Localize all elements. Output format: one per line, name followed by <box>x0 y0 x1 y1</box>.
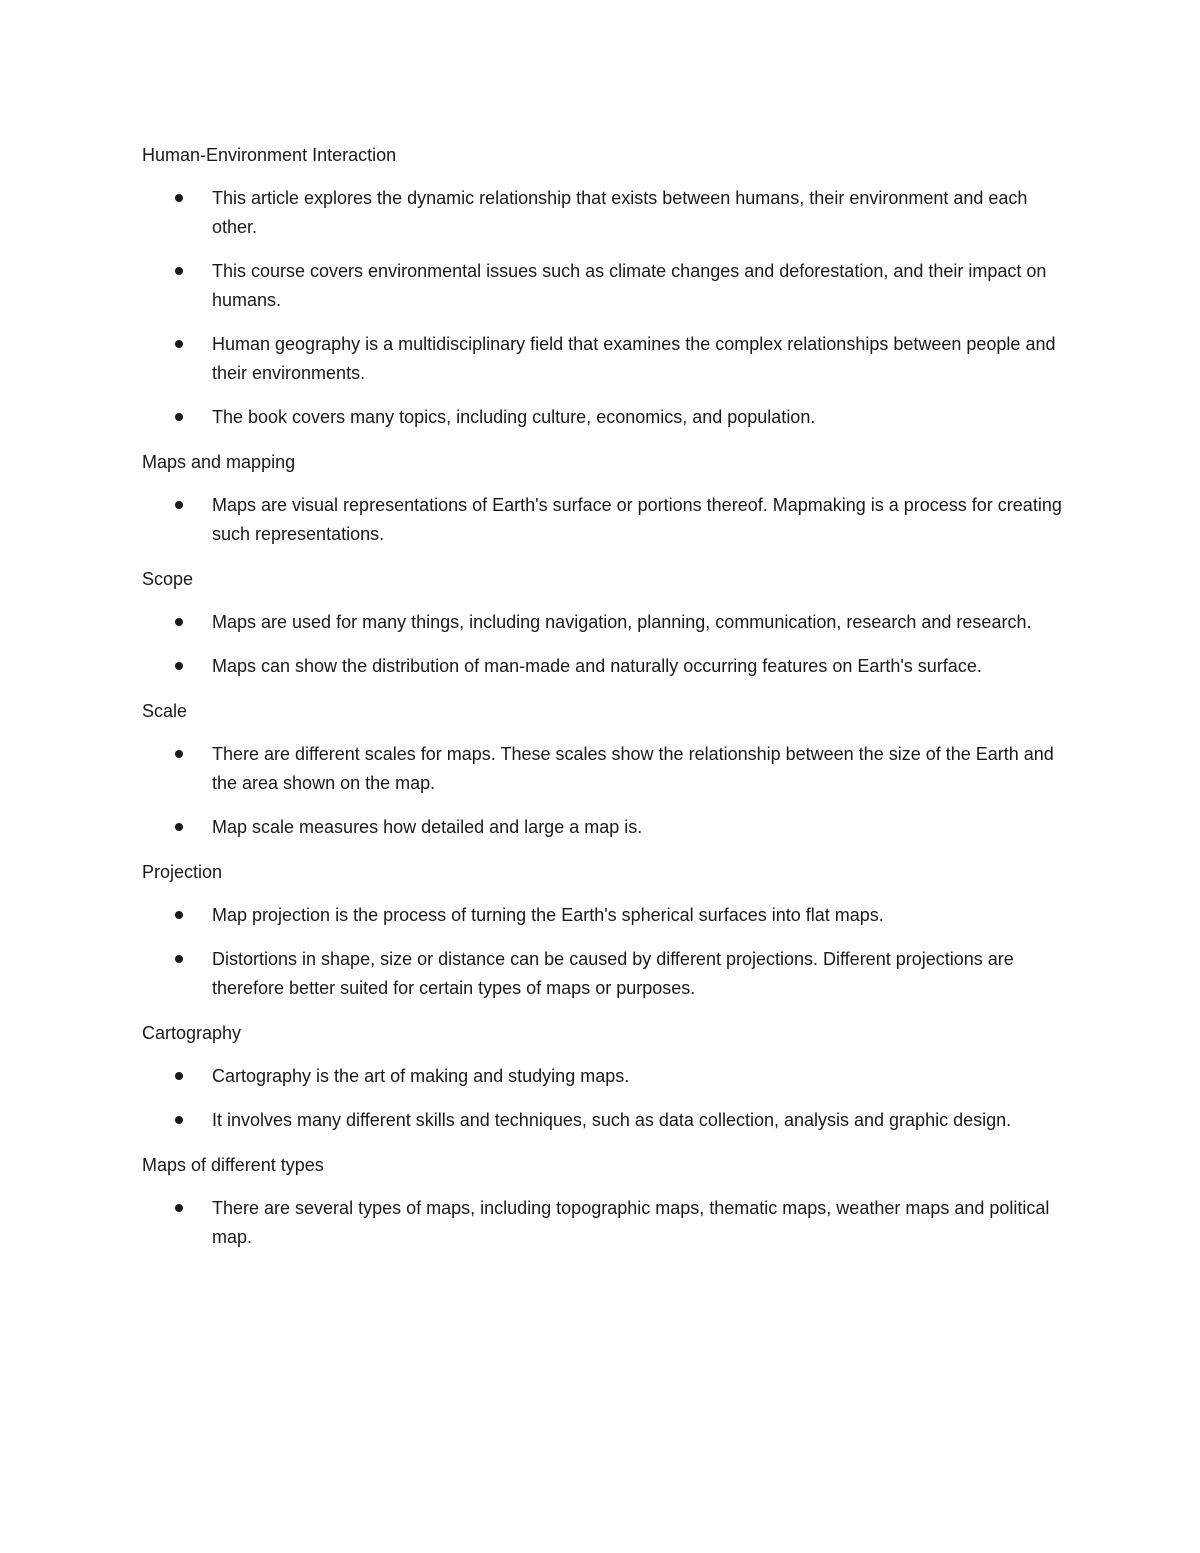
section-heading: Cartography <box>142 1023 242 1043</box>
bullet-icon <box>175 413 183 421</box>
bullet-list <box>142 184 1072 432</box>
list-item <box>142 403 1072 432</box>
bullet-icon <box>175 823 183 831</box>
section-heading: Projection <box>142 862 223 882</box>
bullet-list <box>142 740 1072 842</box>
list-item-text: Maps are used for many things, including navigation, planning, communication, research and research. <box>212 612 1032 632</box>
list-item <box>142 184 1072 242</box>
document-body <box>142 140 1072 1267</box>
list-item <box>142 1062 1072 1091</box>
section-heading: Scale <box>142 701 188 721</box>
bullet-icon <box>175 501 183 509</box>
section-heading: Maps and mapping <box>142 452 296 472</box>
bullet-icon <box>175 340 183 348</box>
bullet-icon <box>175 1116 183 1124</box>
bullet-icon <box>175 194 183 202</box>
list-item-text: Map projection is the process of turning the Earth's spherical surfaces into flat maps. <box>212 905 884 925</box>
list-item-text: Map scale measures how detailed and large a map is. <box>212 817 643 837</box>
section-heading: Scope <box>142 569 194 589</box>
list-item-text: Cartography is the art of making and studying maps. <box>212 1066 630 1086</box>
list-item <box>142 945 1072 1003</box>
bullet-icon <box>175 267 183 275</box>
list-item-text: The book covers many topics, including culture, economics, and population. <box>212 407 816 427</box>
list-item-text: Human geography is a multidisciplinary field that examines the complex relationships between people and their environments. <box>212 334 1056 383</box>
list-item <box>142 1194 1072 1252</box>
bullet-icon <box>175 662 183 670</box>
bullet-icon <box>175 1072 183 1080</box>
list-item <box>142 740 1072 798</box>
list-item <box>142 257 1072 315</box>
list-item-text: There are several types of maps, including topographic maps, thematic maps, weather maps and political map. <box>212 1198 1050 1247</box>
list-item-text: This article explores the dynamic relationship that exists between humans, their environment and each other. <box>212 188 1028 237</box>
list-item-text: Distortions in shape, size or distance can be caused by different projections. Different projections are therefore better suited for certain types of maps or purposes. <box>212 949 1014 998</box>
bullet-list <box>142 1194 1072 1252</box>
bullet-icon <box>175 1204 183 1212</box>
bullet-list <box>142 491 1072 549</box>
list-item <box>142 1106 1072 1135</box>
bullet-list <box>142 1062 1072 1135</box>
bullet-icon <box>175 955 183 963</box>
list-item-text: This course covers environmental issues such as climate changes and deforestation, and their impact on humans. <box>212 261 1047 310</box>
list-item-text: Maps can show the distribution of man-made and naturally occurring features on Earth's surface. <box>212 656 982 676</box>
list-item <box>142 652 1072 681</box>
list-item <box>142 608 1072 637</box>
bullet-icon <box>175 750 183 758</box>
section-heading: Human-Environment Interaction <box>142 145 397 165</box>
list-item <box>142 330 1072 388</box>
bullet-list <box>142 608 1072 681</box>
list-item-text: Maps are visual representations of Earth's surface or portions thereof. Mapmaking is a process for creating such representations. <box>212 495 1062 544</box>
list-item <box>142 813 1072 842</box>
list-item <box>142 491 1072 549</box>
list-item <box>142 901 1072 930</box>
section-heading: Maps of different types <box>142 1155 324 1175</box>
bullet-icon <box>175 911 183 919</box>
list-item-text: It involves many different skills and techniques, such as data collection, analysis and graphic design. <box>212 1110 1012 1130</box>
list-item-text: There are different scales for maps. These scales show the relationship between the size of the Earth and the area shown on the map. <box>212 744 1054 793</box>
bullet-list <box>142 901 1072 1003</box>
bullet-icon <box>175 618 183 626</box>
